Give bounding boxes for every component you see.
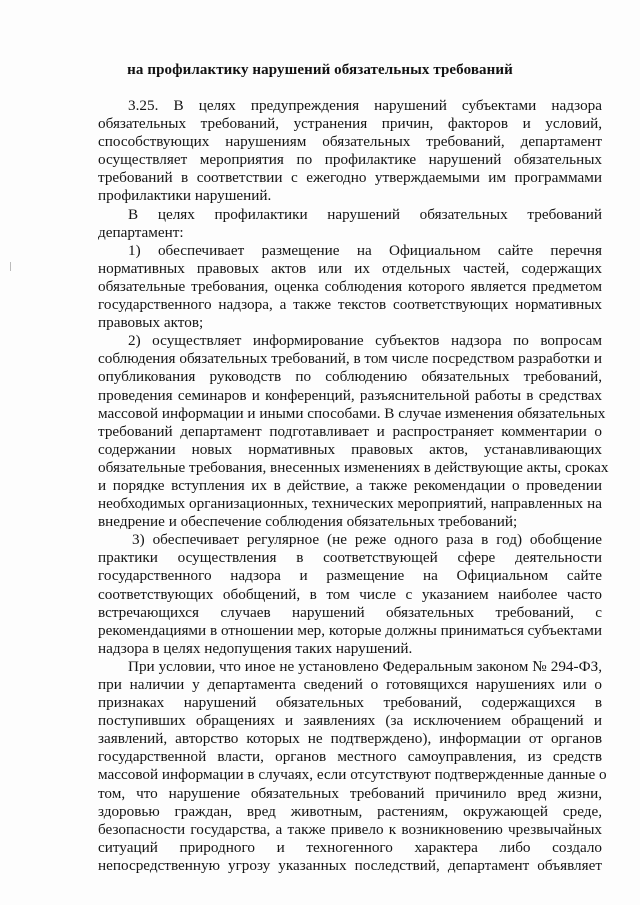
text-line: поступивших обращениях и заявлениях (за исключением обращений и bbox=[98, 712, 602, 730]
text-line: непосредственную угрозу указанных последствий, департамент объявляет bbox=[98, 856, 602, 874]
margin-mark bbox=[10, 262, 11, 271]
text-line: здоровью граждан, вред животным, растениям, окружающей среде, bbox=[98, 802, 602, 820]
text-line: обязательные требования, оценка соблюдения которого является предметом bbox=[98, 277, 602, 295]
text-line: том, что нарушение обязательных требований причинило вред жизни, bbox=[98, 784, 602, 802]
text-line: рекомендациями в отношении мер, которые должны приниматься субъектами bbox=[98, 621, 602, 639]
text-line: заявлений, авторство которых не подтверждено), информации от органов bbox=[98, 730, 602, 748]
text-line: При условии, что иное не установлено Федеральным законом № 294-ФЗ, bbox=[128, 657, 602, 675]
text-line: требований в соответствии с ежегодно утверждаемыми им программами bbox=[98, 169, 602, 187]
text-line: при наличии у департамента сведений о готовящихся нарушениях или о bbox=[98, 676, 602, 693]
section-heading: на профилактику нарушений обязательных требований bbox=[127, 62, 513, 78]
text-line: профилактики нарушений. bbox=[98, 187, 272, 205]
text-line: 1) обеспечивает размещение на Официальном сайте перечня bbox=[128, 241, 602, 259]
text-line: обязательных требований, устранения причин, факторов и условий, bbox=[98, 115, 602, 133]
text-line: и порядке вступления их в действие, а также рекомендации о проведении bbox=[98, 476, 602, 494]
text-line: соблюдения обязательных требований, в том числе посредством разработки и bbox=[98, 350, 602, 368]
text-line: признаках нарушений обязательных требований, содержащихся в bbox=[98, 694, 602, 712]
text-line: департамент: bbox=[98, 223, 184, 241]
text-line: проведения семинаров и конференций, разъяснительной работы в средствах bbox=[98, 386, 602, 404]
text-line: государственного надзора и размещение на Официальном сайте bbox=[98, 567, 602, 585]
text-line: государственного надзора, а также текстов соответствующих нормативных bbox=[98, 296, 602, 314]
text-line: опубликования руководств по соблюдению обязательных требований, bbox=[98, 368, 602, 386]
text-line: содержании новых нормативных правовых актов, устанавливающих bbox=[98, 440, 602, 458]
text-line: внедрение и обеспечение соблюдения обязательных требований; bbox=[98, 513, 518, 531]
text-line: осуществляет мероприятия по профилактике нарушений обязательных bbox=[98, 151, 602, 169]
text-line: способствующих нарушениям обязательных требований, департамент bbox=[98, 133, 602, 151]
text-line: 3.25. В целях предупреждения нарушений субъектами надзора bbox=[128, 97, 602, 114]
text-line: ситуаций природного и техногенного характера либо создало bbox=[98, 838, 602, 856]
text-line: массовой информации в случаях, если отсутствуют подтвержденные данные о bbox=[98, 766, 607, 784]
text-line: необходимых организационных, технических мероприятий, направленных на bbox=[98, 495, 602, 513]
text-line: обязательные требования, внесенных изменениях в действующие акты, сроках bbox=[98, 458, 609, 476]
document-body bbox=[98, 97, 609, 875]
text-line: безопасности государства, а также привело к возникновению чрезвычайных bbox=[98, 820, 602, 838]
text-line: правовых актов; bbox=[98, 314, 204, 332]
text-line: массовой информации и иными способами. В случае изменения обязательных bbox=[98, 404, 606, 422]
text-line: встречающихся случаев нарушений обязательных требований, с bbox=[98, 603, 602, 621]
text-line: нормативных правовых актов или их отдельных частей, содержащих bbox=[98, 259, 602, 277]
text-line: практики осуществления в соответствующей сфере деятельности bbox=[98, 549, 602, 567]
text-line: 2) осуществляет информирование субъектов надзора по вопросам bbox=[128, 332, 602, 350]
text-line: В целях профилактики нарушений обязательных требований bbox=[128, 205, 602, 223]
text-line: 3) обеспечивает регулярное (не реже одного раза в год) обобщение bbox=[132, 531, 602, 549]
text-line: надзора в целях недопущения таких нарушений. bbox=[98, 639, 413, 657]
text-line: требований департамент подготавливает и распространяет комментарии о bbox=[98, 422, 602, 440]
text-line: государственной власти, органов местного самоуправления, из средств bbox=[98, 748, 602, 766]
text-line: соответствующих обобщений, в том числе с указанием наиболее часто bbox=[98, 585, 602, 603]
